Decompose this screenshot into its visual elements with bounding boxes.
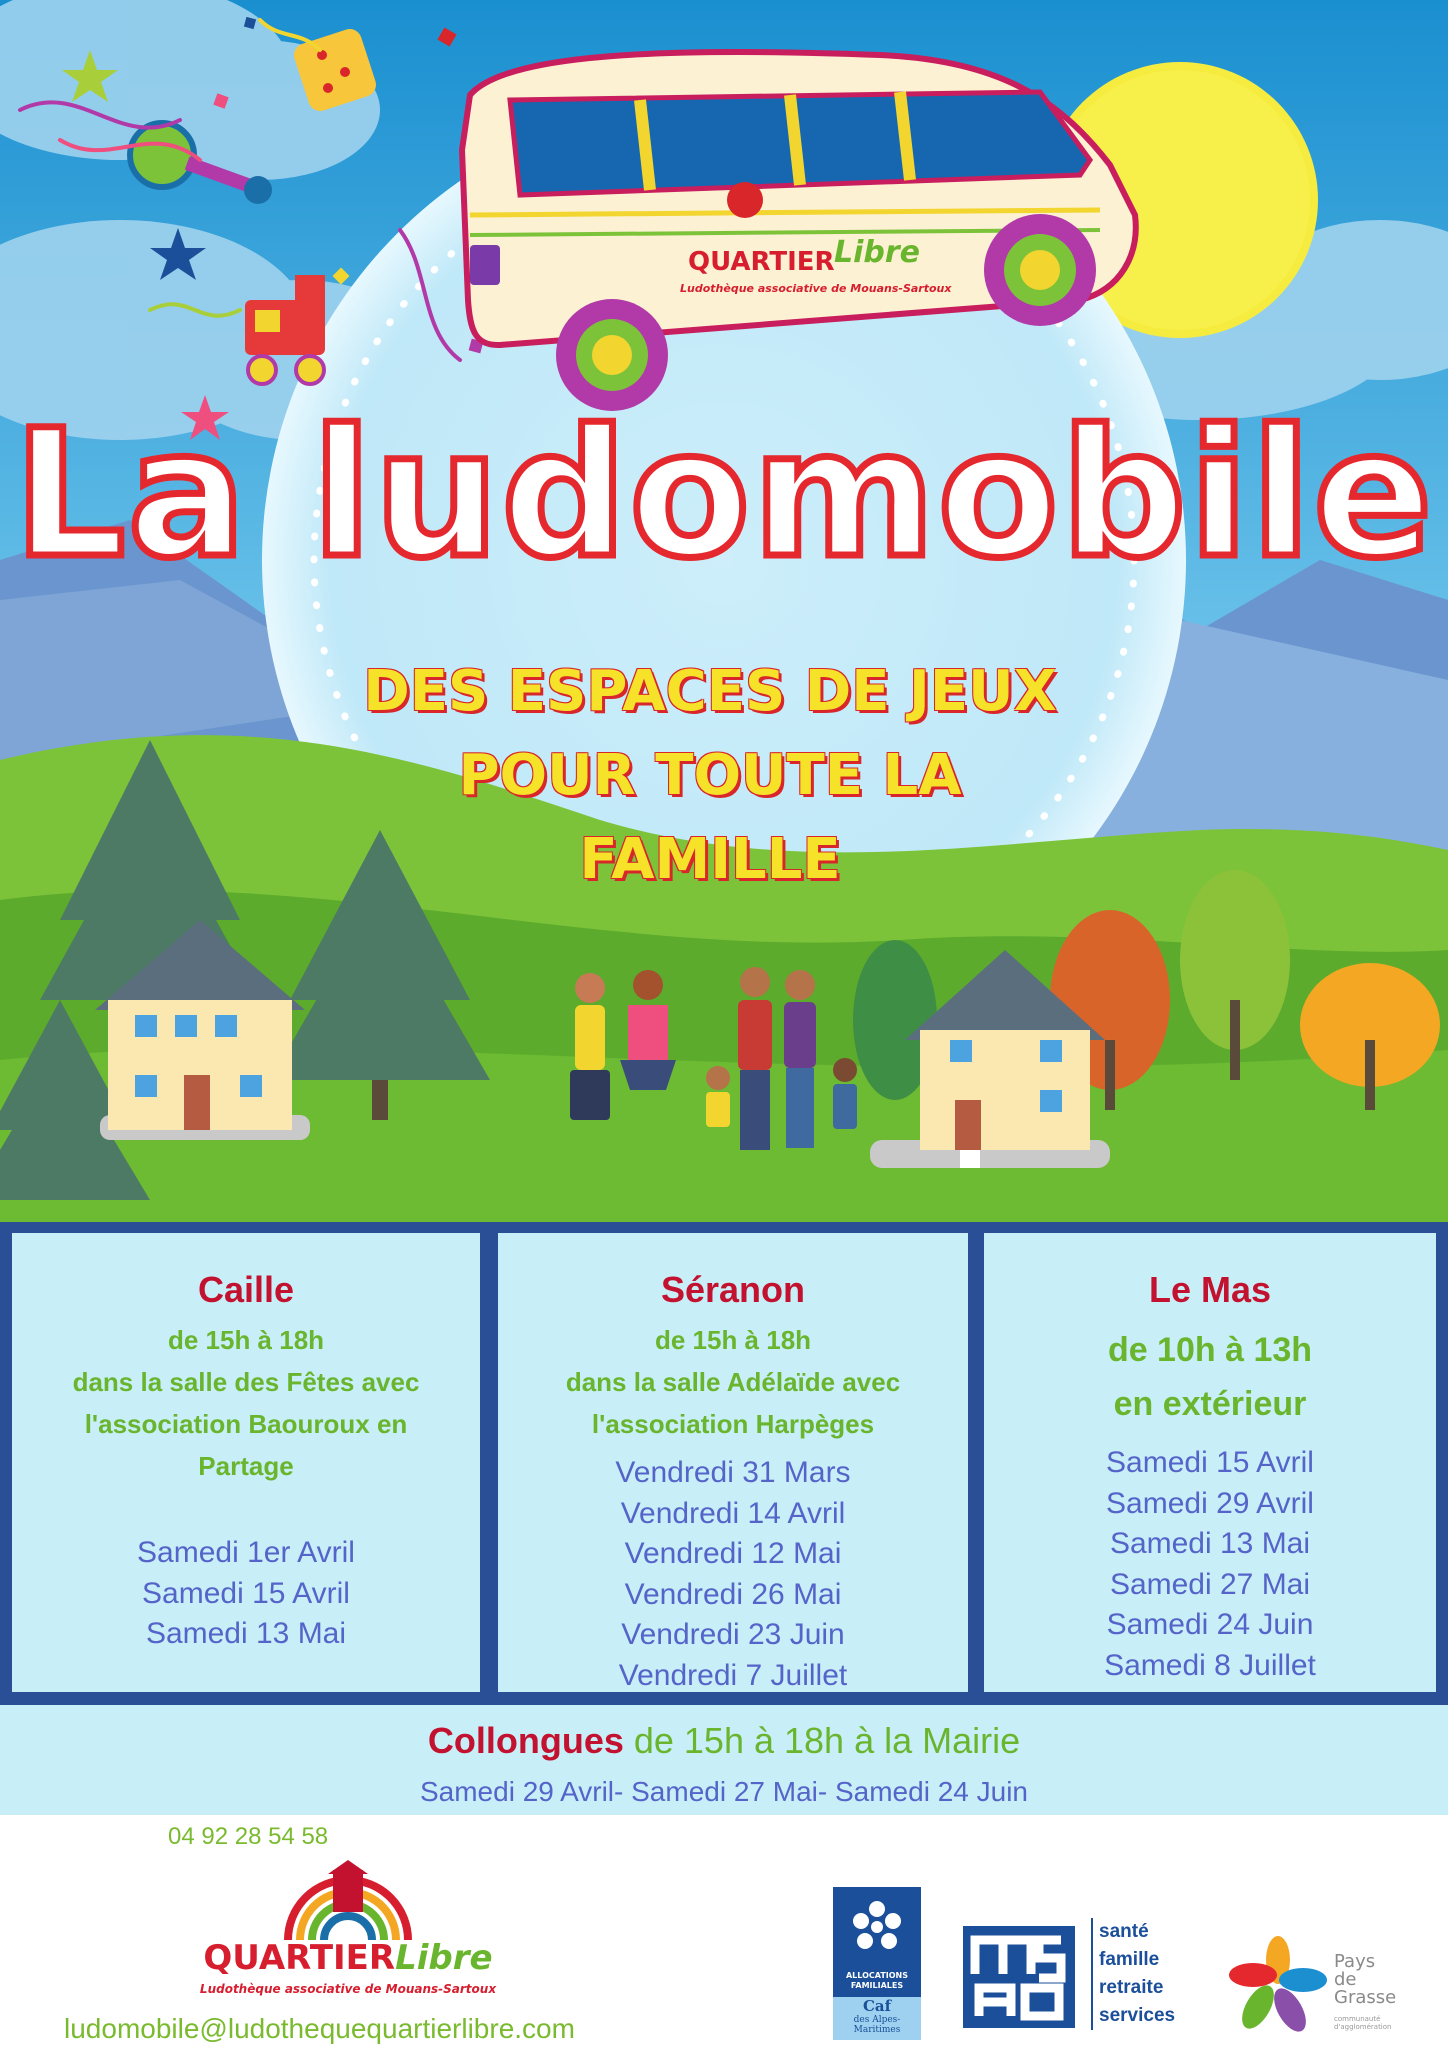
date-item: Samedi 8 Juillet: [1104, 1648, 1316, 1682]
date-item: Vendredi 23 Juin: [621, 1618, 845, 1651]
subtitle-line: POUR TOUTE LA: [458, 743, 962, 808]
pg-name-line: de: [1334, 1969, 1357, 1990]
caf-logo: [833, 1887, 921, 2040]
town-name: Collongues: [427, 1720, 624, 1761]
venue-line: l'association Harpèges: [591, 1409, 875, 1439]
venue-line: en extérieur: [1113, 1385, 1307, 1423]
pg-name-line: Pays: [1334, 1951, 1376, 1972]
date-item: Samedi 13 Mai: [145, 1617, 347, 1650]
van-brand-quartier: QUARTIER: [688, 247, 835, 277]
town-name: Le Mas: [1148, 1269, 1272, 1310]
msa-logo: [963, 1918, 1203, 2028]
subtitle-line: DES ESPACES DE JEUX: [363, 659, 1057, 724]
footer: [0, 1815, 1448, 2048]
date-item: Vendredi 12 Mai: [624, 1537, 842, 1570]
venue-line: dans la salle Adélaïde avec: [565, 1367, 901, 1397]
date-item: Vendredi 31 Mars: [615, 1456, 851, 1489]
venue-line: Partage: [198, 1451, 294, 1481]
pg-sub-line: communauté: [1334, 2015, 1381, 2023]
date-item: Samedi 15 Avril: [1106, 1446, 1314, 1479]
caf-name-block: [833, 1997, 921, 2040]
opening-hours: de 10h à 13h: [1107, 1331, 1313, 1369]
van-tagline: Ludothèque associative de Mouans-Sartoux: [680, 282, 952, 295]
quartier-libre-logo: [188, 1860, 508, 2000]
pays-de-grasse-subtitle: [1334, 2015, 1391, 2031]
date-item: Samedi 15 Avril: [142, 1576, 350, 1610]
date-item: Samedi 27 Mai: [1109, 1567, 1311, 1601]
msa-emblem-icon: [963, 1926, 1075, 2028]
subtitle-line: FAMILLE: [579, 827, 841, 892]
collongues-details: de 15h à 18h à la Mairie: [623, 1720, 1021, 1761]
date-list: [498, 1453, 968, 1696]
date-item: Samedi 13 Mai: [1109, 1527, 1311, 1560]
pays-de-grasse-logo: [1228, 1935, 1428, 2035]
pg-name-line: Grasse: [1334, 1987, 1397, 2008]
schedule-column-le-mas: [984, 1233, 1436, 1692]
logo-libre: Libre: [395, 1938, 493, 1978]
pg-sub-line: d'agglomération: [1334, 2023, 1392, 2031]
date-list: [12, 1533, 480, 1655]
date-item: Samedi 1er Avril: [137, 1536, 355, 1569]
caf-name: Caf: [862, 1997, 892, 2015]
schedule-column-seranon: [498, 1233, 968, 1692]
subtitle: [300, 650, 1120, 902]
pays-de-grasse-name: [1334, 1953, 1396, 2007]
logo-brand: [188, 1938, 508, 1978]
msa-word: services: [1099, 2005, 1176, 2026]
logo-emblem-icon: [188, 1860, 508, 1940]
msa-word: famille: [1099, 1949, 1160, 1970]
date-item: Vendredi 26 Mai: [624, 1577, 842, 1611]
logo-tagline: Ludothèque associative de Mouans-Sartoux: [199, 1982, 497, 1996]
collongues-band: [0, 1705, 1448, 1815]
schedule-panel: [0, 1222, 1448, 1705]
msa-word: santé: [1099, 1921, 1149, 1942]
collongues-heading: [0, 1720, 1448, 1762]
date-item: Samedi 29 Avril: [1106, 1486, 1314, 1520]
caf-emblem-icon: [833, 1887, 921, 1969]
van-brand-libre: Libre: [834, 235, 921, 270]
opening-hours: de 15h à 18h: [167, 1325, 325, 1355]
page-title: La ludomobile: [13, 392, 1435, 597]
date-item: Vendredi 7 Juillet: [618, 1658, 848, 1692]
date-list: [984, 1443, 1436, 1686]
phone-number[interactable]: 04 92 28 54 58: [168, 1823, 329, 1850]
msa-words: [1091, 1918, 1175, 2030]
venue-line: l'association Baouroux en: [84, 1409, 408, 1439]
msa-word: retraite: [1099, 1977, 1164, 1998]
caf-region: des Alpes-: [853, 2015, 901, 2025]
venue-line: dans la salle des Fêtes avec: [72, 1367, 420, 1397]
collongues-dates: Samedi 29 Avril- Samedi 27 Mai- Samedi 24 Juin: [419, 1776, 1028, 1807]
logo-quartier: QUARTIER: [203, 1938, 396, 1978]
caf-region: Maritimes: [853, 2025, 901, 2035]
opening-hours: de 15h à 18h: [654, 1325, 812, 1355]
caf-text-line: ALLOCATIONS: [845, 1971, 909, 1980]
town-name: Séranon: [660, 1269, 806, 1310]
schedule-column-caille: [12, 1233, 480, 1692]
flower-icon: [1228, 1935, 1328, 2035]
date-item: Vendredi 14 Avril: [620, 1496, 846, 1530]
caf-text: [833, 1971, 921, 1991]
town-name: Caille: [197, 1269, 295, 1310]
email-link[interactable]: ludomobile@ludothequequartierlibre.com: [64, 2013, 575, 2044]
caf-text-line: FAMILIALES: [850, 1981, 904, 1990]
date-item: Samedi 24 Juin: [1106, 1608, 1314, 1641]
